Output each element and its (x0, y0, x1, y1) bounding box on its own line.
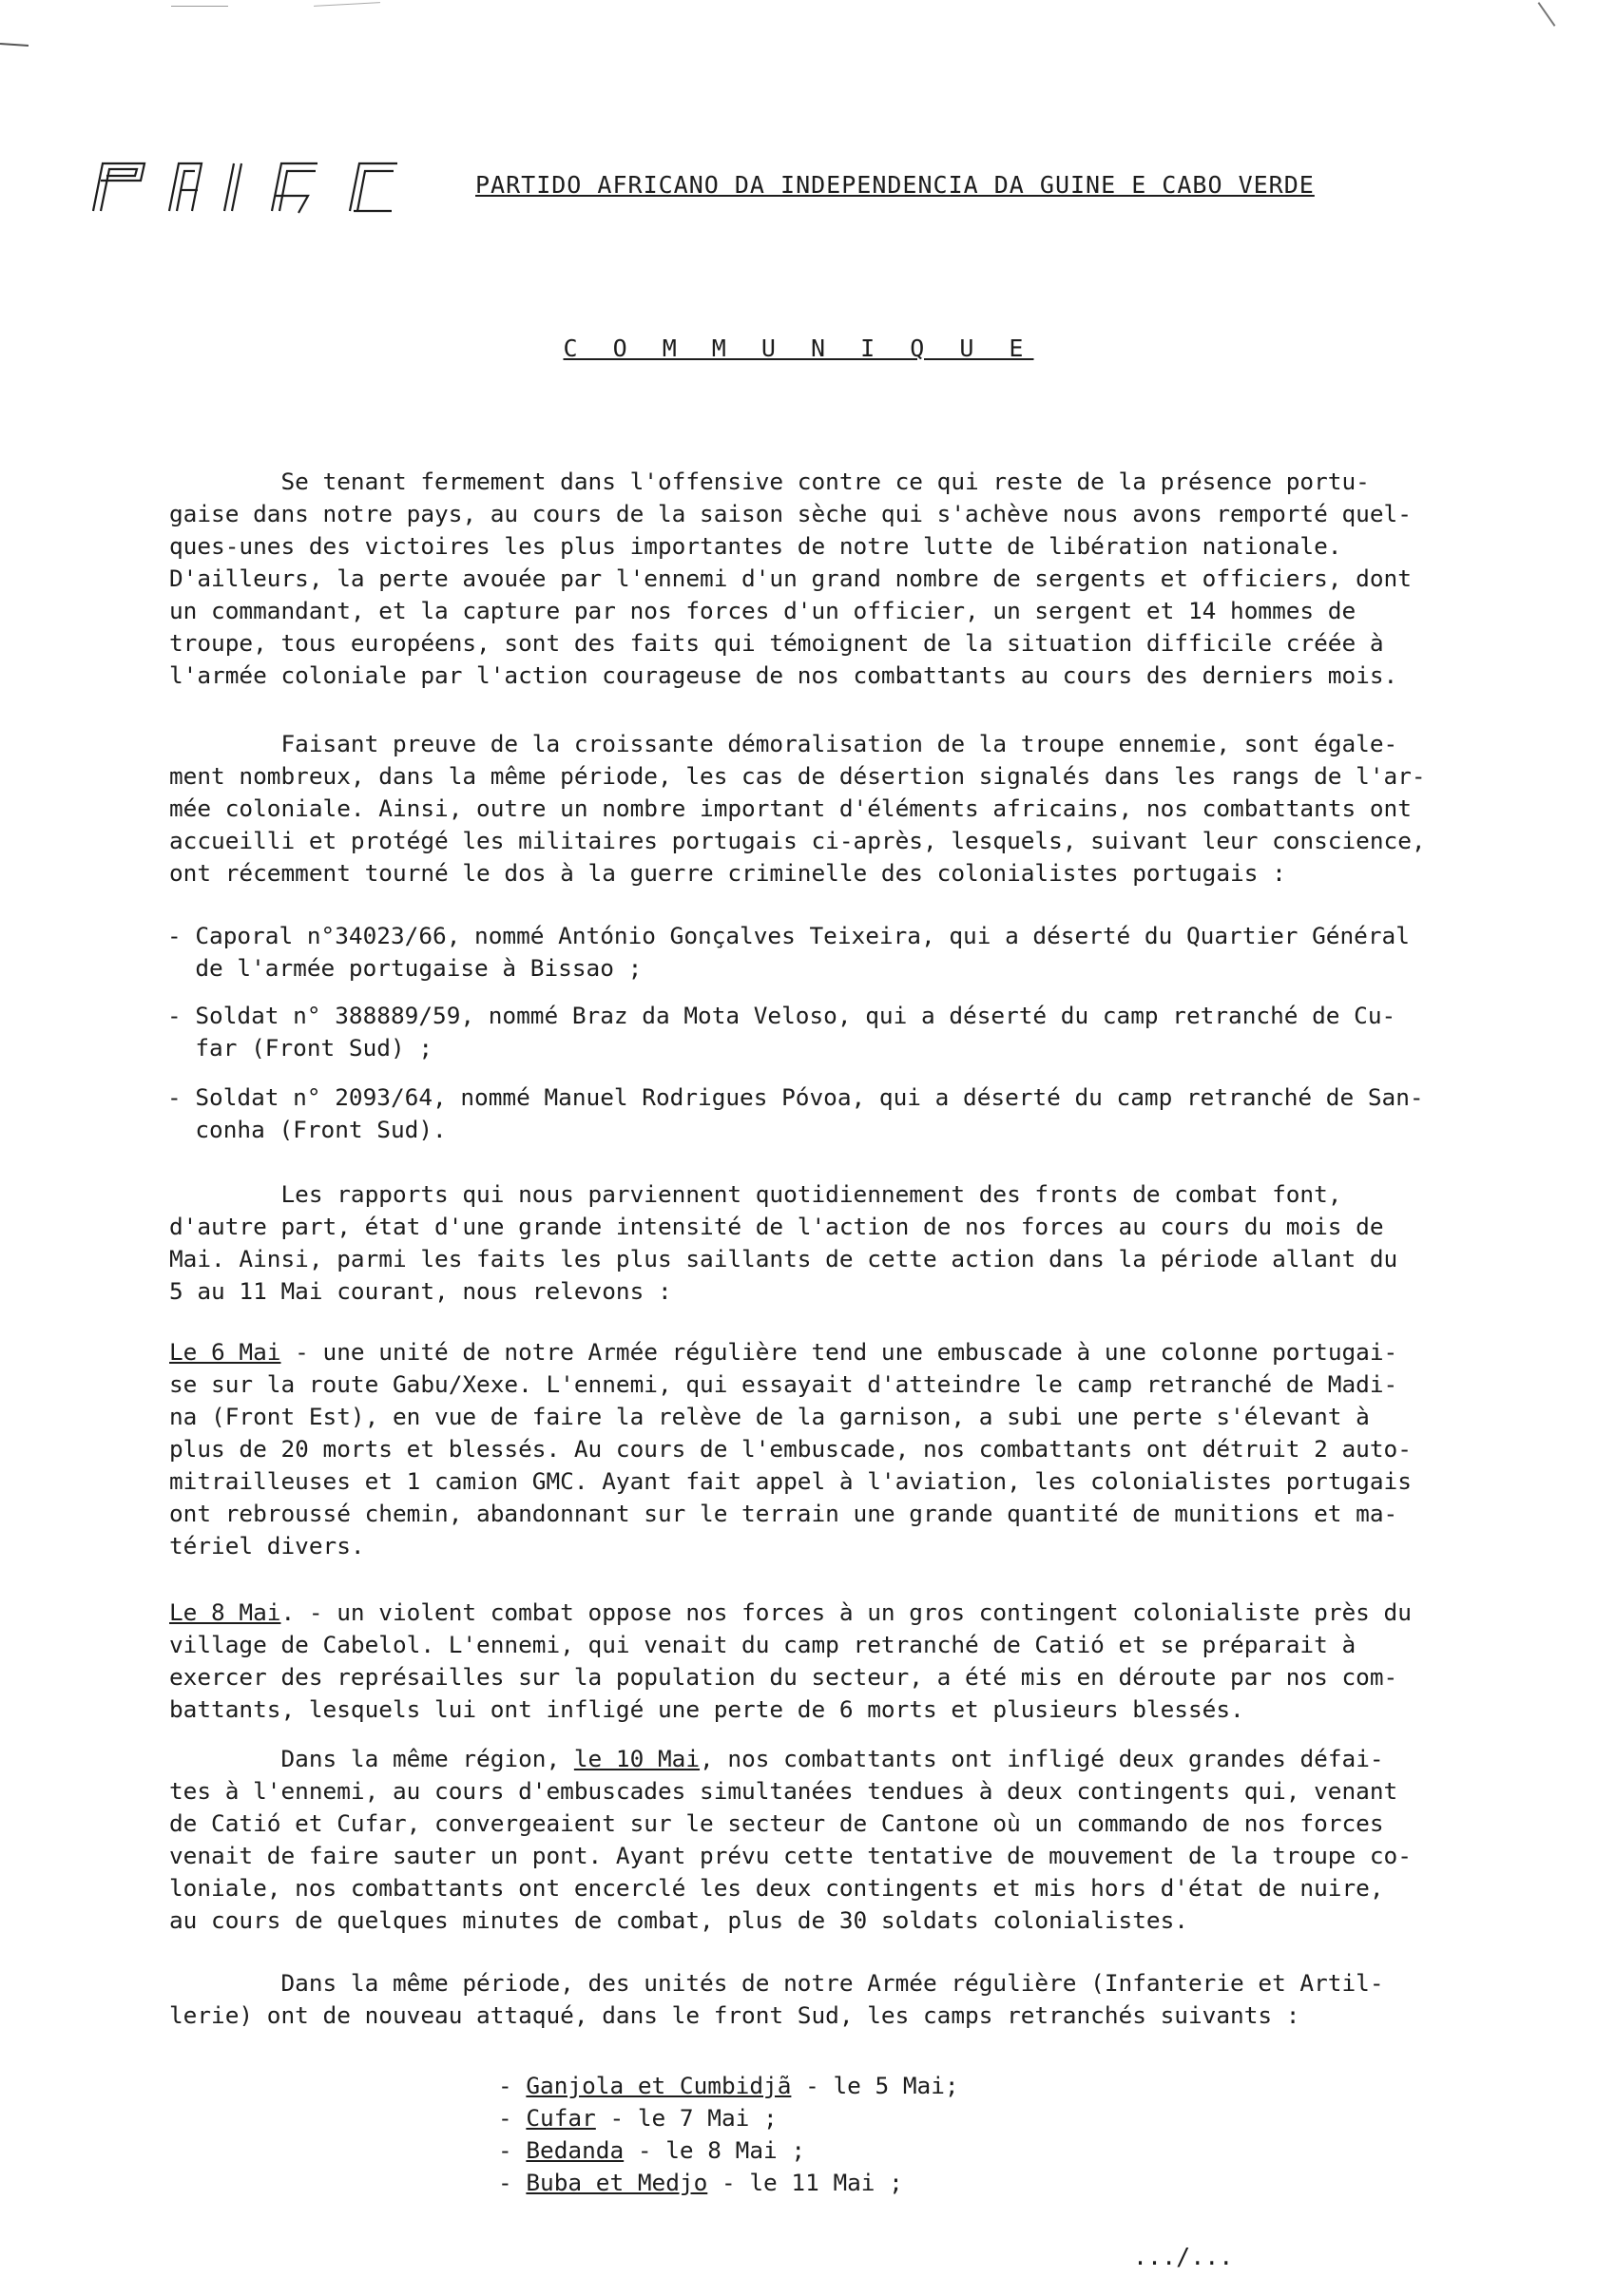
text-line: village de Cabelol. L'ennemi, qui venait du camp retranché de Catió et se préparait à (169, 1631, 1356, 1658)
text-line: ques-unes des victoires les plus importantes de notre lutte de libération nationale. (169, 532, 1342, 560)
text-line: se sur la route Gabu/Xexe. L'ennemi, qui essayait d'atteindre le camp retranché de Madi- (169, 1370, 1398, 1398)
text-line: de l'armée portugaise à Bissao ; (167, 954, 643, 982)
text-line: ment nombreux, dans la même période, les cas de désertion signalés dans les rangs de l'ar- (169, 762, 1426, 790)
text-line: Les rapports qui nous parviennent quotidiennement des fronts de combat font, (169, 1180, 1342, 1208)
text-line: ont rebroussé chemin, abandonnant sur le terrain une grande quantité de munitions et ma- (169, 1500, 1398, 1527)
deserter-item (167, 1081, 1511, 1146)
text-line: Le 6 Mai - une unité de notre Armée régulière tend une embuscade à une colonne portugai- (169, 1338, 1398, 1366)
text-line: Mai. Ainsi, parmi les faits les plus saillants de cette action dans la période allant du (169, 1245, 1398, 1272)
text-line: conha (Front Sud). (167, 1116, 447, 1143)
list-item: - Buba et Medjo - le 11 Mai ; (498, 2169, 903, 2196)
text-line: Le 8 Mai. - un violent combat oppose nos forces à un gros contingent colonialiste près du (169, 1598, 1412, 1626)
deserter-item (167, 920, 1511, 985)
paragraph-offensive (169, 466, 1511, 692)
date-10-mai: le 10 Mai (573, 1745, 701, 1772)
paragraph-10-mai (169, 1743, 1511, 1937)
text-line: venait de faire sauter un pont. Ayant prévu cette tentative de mouvement de la troupe co- (169, 1842, 1412, 1869)
text-line: au cours de quelques minutes de combat, plus de 30 soldats colonialistes. (169, 1906, 1188, 1934)
document-title: C O M M U N I Q U E (563, 335, 1034, 362)
text-line: ont récemment tourné le dos à la guerre criminelle des colonialistes portugais : (169, 859, 1286, 887)
date-6-mai: Le 6 Mai (169, 1338, 281, 1366)
date-8-mai: Le 8 Mai (169, 1598, 281, 1626)
continuation-mark: .../... (1133, 2243, 1234, 2270)
scan-mark (171, 6, 228, 7)
text-line: tériel divers. (169, 1532, 365, 1559)
text-line: exercer des représailles sur la population du secteur, a été mis en déroute par nos com- (169, 1663, 1398, 1691)
paragraph-attacks (169, 1967, 1511, 2032)
text-line: far (Front Sud) ; (167, 1034, 433, 1062)
text-line: tes à l'ennemi, au cours d'embuscades simultanées tendues à deux contingents qui, venant (169, 1777, 1398, 1805)
party-name: PARTIDO AFRICANO DA INDEPENDENCIA DA GUINE E CABO VERDE (475, 171, 1315, 199)
text-line: Dans la même période, des unités de notre Armée régulière (Infanterie et Artil- (169, 1969, 1384, 1997)
text-line: battants, lesquels lui ont infligé une perte de 6 morts et plusieurs blessés. (169, 1695, 1244, 1723)
text-line: d'autre part, état d'une grande intensité de l'action de nos forces au cours du mois de (169, 1213, 1384, 1240)
list-item: - Cufar - le 7 Mai ; (498, 2104, 778, 2132)
text-line: Dans la même région, le 10 Mai, nos combattants ont infligé deux grandes défai- (169, 1745, 1384, 1772)
text-line: D'ailleurs, la perte avouée par l'ennemi d'un grand nombre de sergents et officiers, dont (169, 564, 1412, 592)
text-line: - Soldat n° 388889/59, nommé Braz da Mota Veloso, qui a déserté du camp retranché de Cu- (167, 1002, 1396, 1029)
text-line: - Caporal n°34023/66, nommé António Gonçalves Teixeira, qui a déserté du Quartier Général (167, 922, 1410, 949)
scan-mark (1538, 2, 1556, 27)
text-line: plus de 20 morts et blessés. Au cours de l'embuscade, nos combattants ont détruit 2 auto- (169, 1435, 1412, 1463)
text-line: gaise dans notre pays, au cours de la saison sèche qui s'achève nous avons remporté quel- (169, 500, 1412, 527)
scan-mark (0, 43, 29, 47)
text-line: mitrailleuses et 1 camion GMC. Ayant fait appel à l'aviation, les colonialistes portugais (169, 1467, 1412, 1495)
paragraph-reports (169, 1178, 1511, 1308)
text-line: Faisant preuve de la croissante démoralisation de la troupe ennemie, sont égale- (169, 730, 1398, 757)
text-line: lerie) ont de nouveau attaqué, dans le front Sud, les camps retranchés suivants : (169, 2001, 1300, 2029)
scan-mark (314, 2, 380, 7)
text-line: l'armée coloniale par l'action courageuse de nos combattants au cours des derniers mois. (169, 661, 1398, 689)
camps-list (498, 2070, 959, 2199)
paragraph-8-mai (169, 1597, 1511, 1726)
text-line: loniale, nos combattants ont encerclé les deux contingents et mis hors d'état de nuire, (169, 1874, 1384, 1902)
deserter-item (167, 1000, 1511, 1064)
paragraph-6-mai (169, 1336, 1511, 1562)
paigc-logo (82, 158, 410, 215)
text-line: na (Front Est), en vue de faire la relève de la garnison, a subi une perte s'élevant à (169, 1403, 1370, 1430)
text-line: troupe, tous européens, sont des faits qui témoignent de la situation difficile créée à (169, 629, 1384, 657)
text-line: un commandant, et la capture par nos forces d'un officier, un sergent et 14 hommes de (169, 597, 1356, 624)
paragraph-desertion (169, 728, 1511, 890)
text-line: mée coloniale. Ainsi, outre un nombre important d'éléments africains, nos combattants ont (169, 794, 1412, 822)
text-line: de Catió et Cufar, convergeaient sur le secteur de Cantone où un commando de nos forces (169, 1809, 1384, 1837)
list-item: - Bedanda - le 8 Mai ; (498, 2136, 806, 2164)
text-line: - Soldat n° 2093/64, nommé Manuel Rodrigues Póvoa, qui a déserté du camp retranché de San- (167, 1083, 1424, 1111)
list-item: - Ganjola et Cumbidjã - le 5 Mai; (498, 2072, 959, 2099)
text-line: accueilli et protégé les militaires portugais ci-après, lesquels, suivant leur conscience, (169, 827, 1426, 854)
text-line: Se tenant fermement dans l'offensive contre ce qui reste de la présence portu- (169, 468, 1370, 495)
text-line: 5 au 11 Mai courant, nous relevons : (169, 1277, 672, 1305)
